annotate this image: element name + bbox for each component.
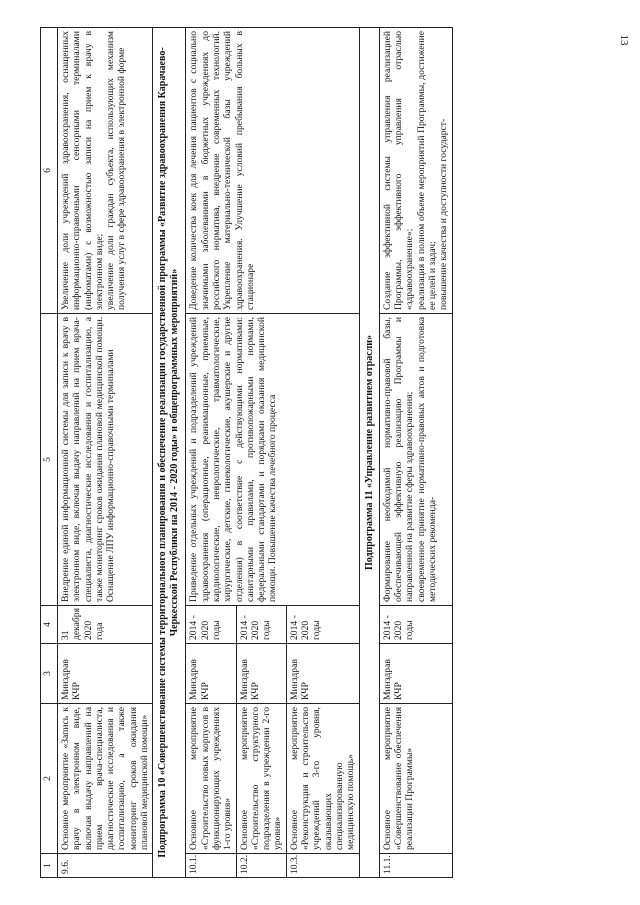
row-number: 9.6.: [58, 854, 153, 878]
activity-cell: Основное мероприятие «Реконструкция и строительство учреждений 3-го уровня, оказывающих специализированную медицинскую помощь»: [286, 704, 359, 854]
header-col-1: 1: [41, 854, 58, 878]
indicator-cell: [58, 28, 153, 314]
page-number: 13: [618, 34, 630, 46]
indicator-cell: Доведение количества коек для лечения пациентов с социально значимыми заболеваниями в бюджетных учреждениях до российского норматива, внедрение современных технологий. Укрепление материально-технической базы учреждений здравоохранения. Улучшение условий пребывания больных в стационаре: [186, 28, 359, 314]
program-activities-table: [40, 27, 453, 878]
executor-cell: Минздрав КЧР: [379, 644, 452, 704]
indicator-line: Увеличение доли учреждений здравоохранения, оснащенных информационно-справочными сенсорными терминалами (инфоматами) с возможностью записи на прием к врачу в электронном виде;: [60, 31, 105, 310]
subprogram-10-title: Подпрограмма 10 «Совершенствование системы территориального планирования и обеспечение реализации государственной программы «Развитие здравоохранения Карачаево-Черкесской Республики на 2014 - 2020 годы» и общепрограммных мероприятий»: [153, 28, 186, 878]
indicator-line: увеличение доли граждан субъекта, использующих механизм получения услуг в сфере здравоохранения в электронной форме: [105, 31, 128, 310]
term-cell: 2014 - 2020 годы: [186, 606, 236, 644]
activity-cell: Основное мероприятие «Совершенствование обеспечения реализации Программы»: [379, 704, 452, 854]
table-row: [58, 28, 153, 878]
term-cell: 2014 - 2020 годы: [379, 606, 452, 644]
row-number: 10.1.: [186, 854, 236, 878]
indicator-line: Создание эффективной системы управления реализацией Программы, эффективного управления отраслью «здравоохранение»;: [381, 31, 416, 310]
row-number: 10.3.: [286, 854, 359, 878]
indicator-cell: [379, 28, 452, 314]
subprogram-11-title: Подпрограмма 11 «Управление развитием отрасли»: [359, 28, 379, 878]
term-cell: 31 декабря 2020 года: [58, 606, 153, 644]
executor-cell: Минздрав КЧР: [186, 644, 236, 704]
executor-cell: Минздрав КЧР: [58, 644, 153, 704]
section-row: [153, 28, 186, 878]
term-cell: 2014 - 2020 годы: [236, 606, 286, 644]
header-col-4: 4: [41, 606, 58, 644]
row-number: 10.2.: [236, 854, 286, 878]
header-col-2: 2: [41, 704, 58, 854]
rotated-document-page: [40, 28, 600, 878]
header-row: [41, 28, 58, 878]
table-row: [186, 28, 236, 878]
result-cell: Приведение отдельных учреждений и подразделений учреждений здравоохранения (операционные, реанимационные, приемные, кардиологические, неврологические, травматологические, хирургические, детские, гинекологические, акушерские и другие отделения) в соответствие с действующими нормативами: санитарными правилами, противопожарными нормами, федеральными стандартами и порядками оказания медицинской помощи. Повышение качества лечебного процесса: [186, 314, 359, 606]
result-line: Формирование необходимой нормативно-правовой базы, обеспечивающей эффективную реализацию Программы и направленной на развитие сферы здравоохранения;: [381, 317, 416, 602]
result-cell: Внедрение единой информационной системы для записи к врачу в электронном виде, включая выдачу направлений на прием врача-специалиста, диагностические исследования и госпитализацию, а также мониторинг сроков ожидания плановой медицинской помощи. Оснащение ЛПУ информационно-справочными терминалами: [58, 314, 153, 606]
table-row: [379, 28, 452, 878]
indicator-line: реализация в полном объеме мероприятий Программы, достижение ее целей и задач;: [415, 31, 439, 310]
header-col-6: 6: [41, 28, 58, 314]
activity-cell: Основное мероприятие «Строительство новых корпусов в функционирующих учреждениях 1-го уровня»: [186, 704, 236, 854]
indicator-line: повышение качества и доступности государст-: [438, 118, 450, 310]
activity-cell: Основное мероприятие «Строительство структурного подразделения в учреждении 2-го уровня»: [236, 704, 286, 854]
result-line: своевременное принятие нормативно-правовых актов и подготовка методических рекоменда-: [415, 317, 439, 602]
executor-cell: Минздрав КЧР: [286, 644, 359, 704]
term-cell: 2014 - 2020 годы: [286, 606, 359, 644]
section-row: [359, 28, 379, 878]
row-number: 11.1.: [379, 854, 452, 878]
result-cell: [379, 314, 452, 606]
header-col-5: 5: [41, 314, 58, 606]
header-col-3: 3: [41, 644, 58, 704]
executor-cell: Минздрав КЧР: [236, 644, 286, 704]
activity-cell: Основное мероприятие «Запись к врачу в электронном виде, включая выдачу направлений на прием врача-специалиста, диагностические исследования и госпитализацию, а также мониторинг сроков ожидания плановой медицинской помощи»: [58, 704, 153, 854]
